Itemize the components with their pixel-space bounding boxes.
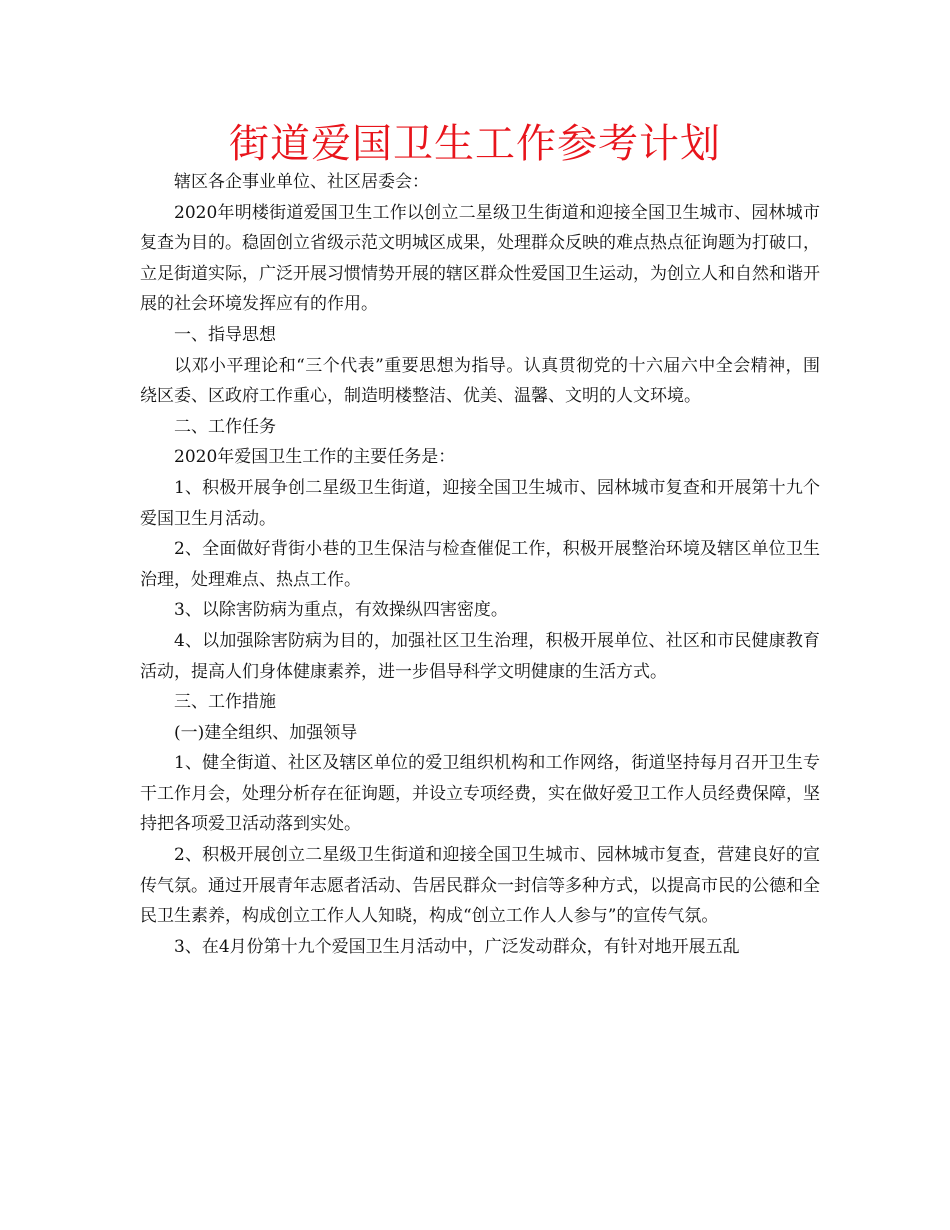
document-body [140,167,820,962]
work-tasks-intro: 2020年爱国卫生工作的主要任务是： [174,447,456,468]
intro-paragraph: 2020年明楼街道爱国卫生工作以创立二星级卫生街道和迎接全国卫生城市、园林城市复查为目的。稳固创立省级示范文明城区成果，处理群众反映的难点热点征询题为打破口，立足街道实际，广泛开展习惯情势开展的辖区群众性爱国卫生运动，为创立人和自然和谐开展的社会环境发挥应有的作用。 [140,202,820,315]
task-item-3: 3、以除害防病为重点，有效操纵四害密度。 [174,600,508,621]
measure-item-3: 3、在4月份第十九个爱国卫生月活动中，广泛发动群众，有针对地开展五乱 [174,936,740,957]
document-title: 街道爱国卫生工作参考计划 [229,121,721,167]
task-item-2: 2、全面做好背街小巷的卫生保洁与检查催促工作，积极开展整治环境及辖区单位卫生治理，处理难点、热点工作。 [140,539,820,590]
measure-item-1: 1、健全街道、社区及辖区单位的爱卫组织机构和工作网络，街道坚持每月召开卫生专干工作月会，处理分析存在征询题，并设立专项经费，实在做好爱卫工作人员经费保障，坚持把各项爱卫活动落到实处。 [140,753,820,835]
subsection-heading-organization: (一)建全组织、加强领导 [174,722,358,743]
guiding-thought-paragraph: 以邓小平理论和“三个代表”重要思想为指导。认真贯彻党的十六届六中全会精神，围绕区委、区政府工作重心，制造明楼整洁、优美、温馨、文明的人文环境。 [140,355,820,407]
task-item-1: 1、积极开展争创二星级卫生街道，迎接全国卫生城市、园林城市复查和开展第十九个爱国卫生月活动。 [140,477,820,529]
task-item-4: 4、以加强除害防病为目的，加强社区卫生治理，积极开展单位、社区和市民健康教育活动，提高人们身体健康素养，进一步倡导科学文明健康的生活方式。 [140,630,820,682]
salutation: 辖区各企事业单位、社区居委会： [174,172,429,192]
measure-item-2: 2、积极开展创立二星级卫生街道和迎接全国卫生城市、园林城市复查，营建良好的宣传气氛。通过开展青年志愿者活动、告居民群众一封信等多种方式，以提高市民的公德和全民卫生素养，构成创立工作人人知晓，构成“创立工作人人参与”的宣传气氛。 [140,845,820,927]
section-heading-guiding-thought: 一、指导思想 [174,324,276,345]
section-heading-work-tasks: 二、工作任务 [174,416,276,437]
section-heading-work-measures: 三、工作措施 [174,692,276,713]
